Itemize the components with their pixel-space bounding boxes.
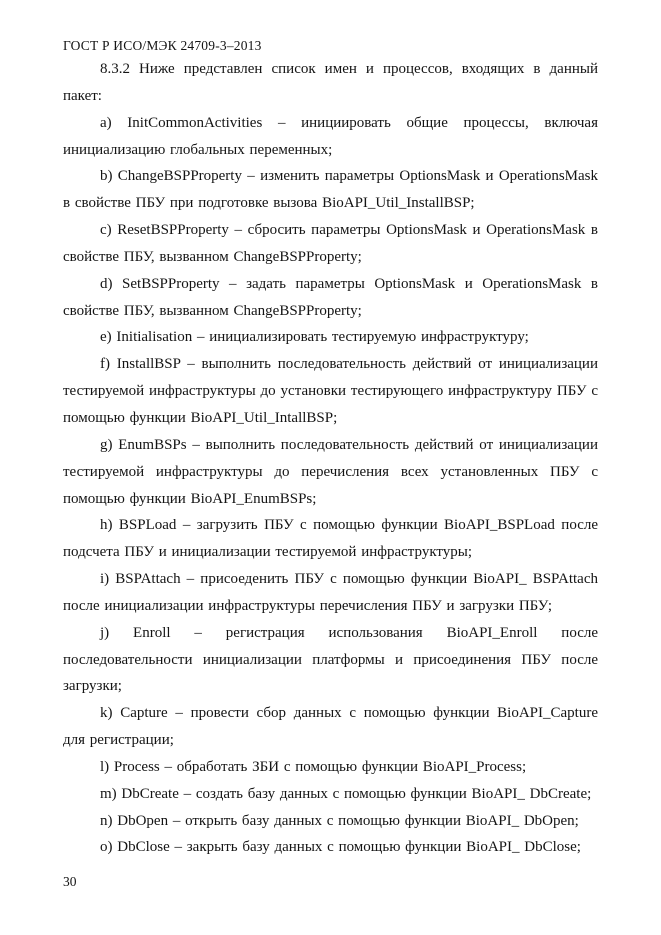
document-body: [63, 56, 598, 861]
list-item-k: k) Capture – провести сбор данных с помощью функции BioAPI_Capture для регистрации;: [63, 705, 598, 749]
document-header: ГОСТ Р ИСО/МЭК 24709-3–2013: [63, 38, 262, 53]
list-item-i: i) BSPAttach – присоеденить ПБУ с помощью функции BioAPI_ BSPAttach после инициализации инфраструктуры перечисления ПБУ и загрузки ПБУ;: [63, 571, 598, 614]
list-item-e: e) Initialisation – инициализировать тестируемую инфраструктуру;: [100, 329, 529, 346]
list-item-l: l) Process – обработать ЗБИ с помощью функции BioAPI_Process;: [100, 758, 527, 775]
list-item-b: b) ChangeBSPProperty – изменить параметры OptionsMask и OperationsMask в свойстве ПБУ при подготовке вызова BioAPI_Util_InstallBSP;: [63, 168, 598, 212]
list-item-h: h) BSPLoad – загрузить ПБУ с помощью функции BioAPI_BSPLoad после подсчета ПБУ и инициализации тестируемой инфраструктуры;: [63, 517, 598, 561]
list-item-g: g) EnumBSPs – выполнить последовательность действий от инициализации тестируемой инфраструктуры до перечисления всех установленных ПБУ с помощью функции BioAPI_EnumBSPs;: [63, 436, 598, 507]
list-item-n: n) DbOpen – открыть базу данных с помощью функции BioAPI_ DbOpen;: [100, 812, 579, 829]
list-item-a: a) InitCommonActivities – инициировать общие процессы, включая инициализацию глобальных переменных;: [63, 114, 598, 158]
paragraph-intro: 8.3.2 Ниже представлен список имен и процессов, входящих в данный пакет:: [63, 61, 598, 104]
list-item-m: m) DbCreate – создать базу данных с помощью функции BioAPI_ DbCreate;: [100, 785, 592, 802]
list-item-o: o) DbClose – закрыть базу данных с помощью функции BioAPI_ DbClose;: [100, 839, 581, 856]
list-item-d: d) SetBSPProperty – задать параметры OptionsMask и OperationsMask в свойстве ПБУ, вызванном ChangeBSPProperty;: [63, 275, 598, 319]
list-item-f: f) InstallBSP – выполнить последовательность действий от инициализации тестируемой инфраструктуры до установки тестирующего инфраструктуру ПБУ с помощью функции BioAPI_Util_IntallBSP;: [63, 356, 598, 426]
list-item-j: j) Enroll – регистрация использования BioAPI_Enroll после последовательности инициализации платформы и присоединения ПБУ после загрузки;: [63, 624, 598, 695]
list-item-c: c) ResetBSPProperty – сбросить параметры OptionsMask и OperationsMask в свойстве ПБУ, вызванном ChangeBSPProperty;: [63, 222, 598, 265]
page-number: 30: [63, 874, 77, 889]
